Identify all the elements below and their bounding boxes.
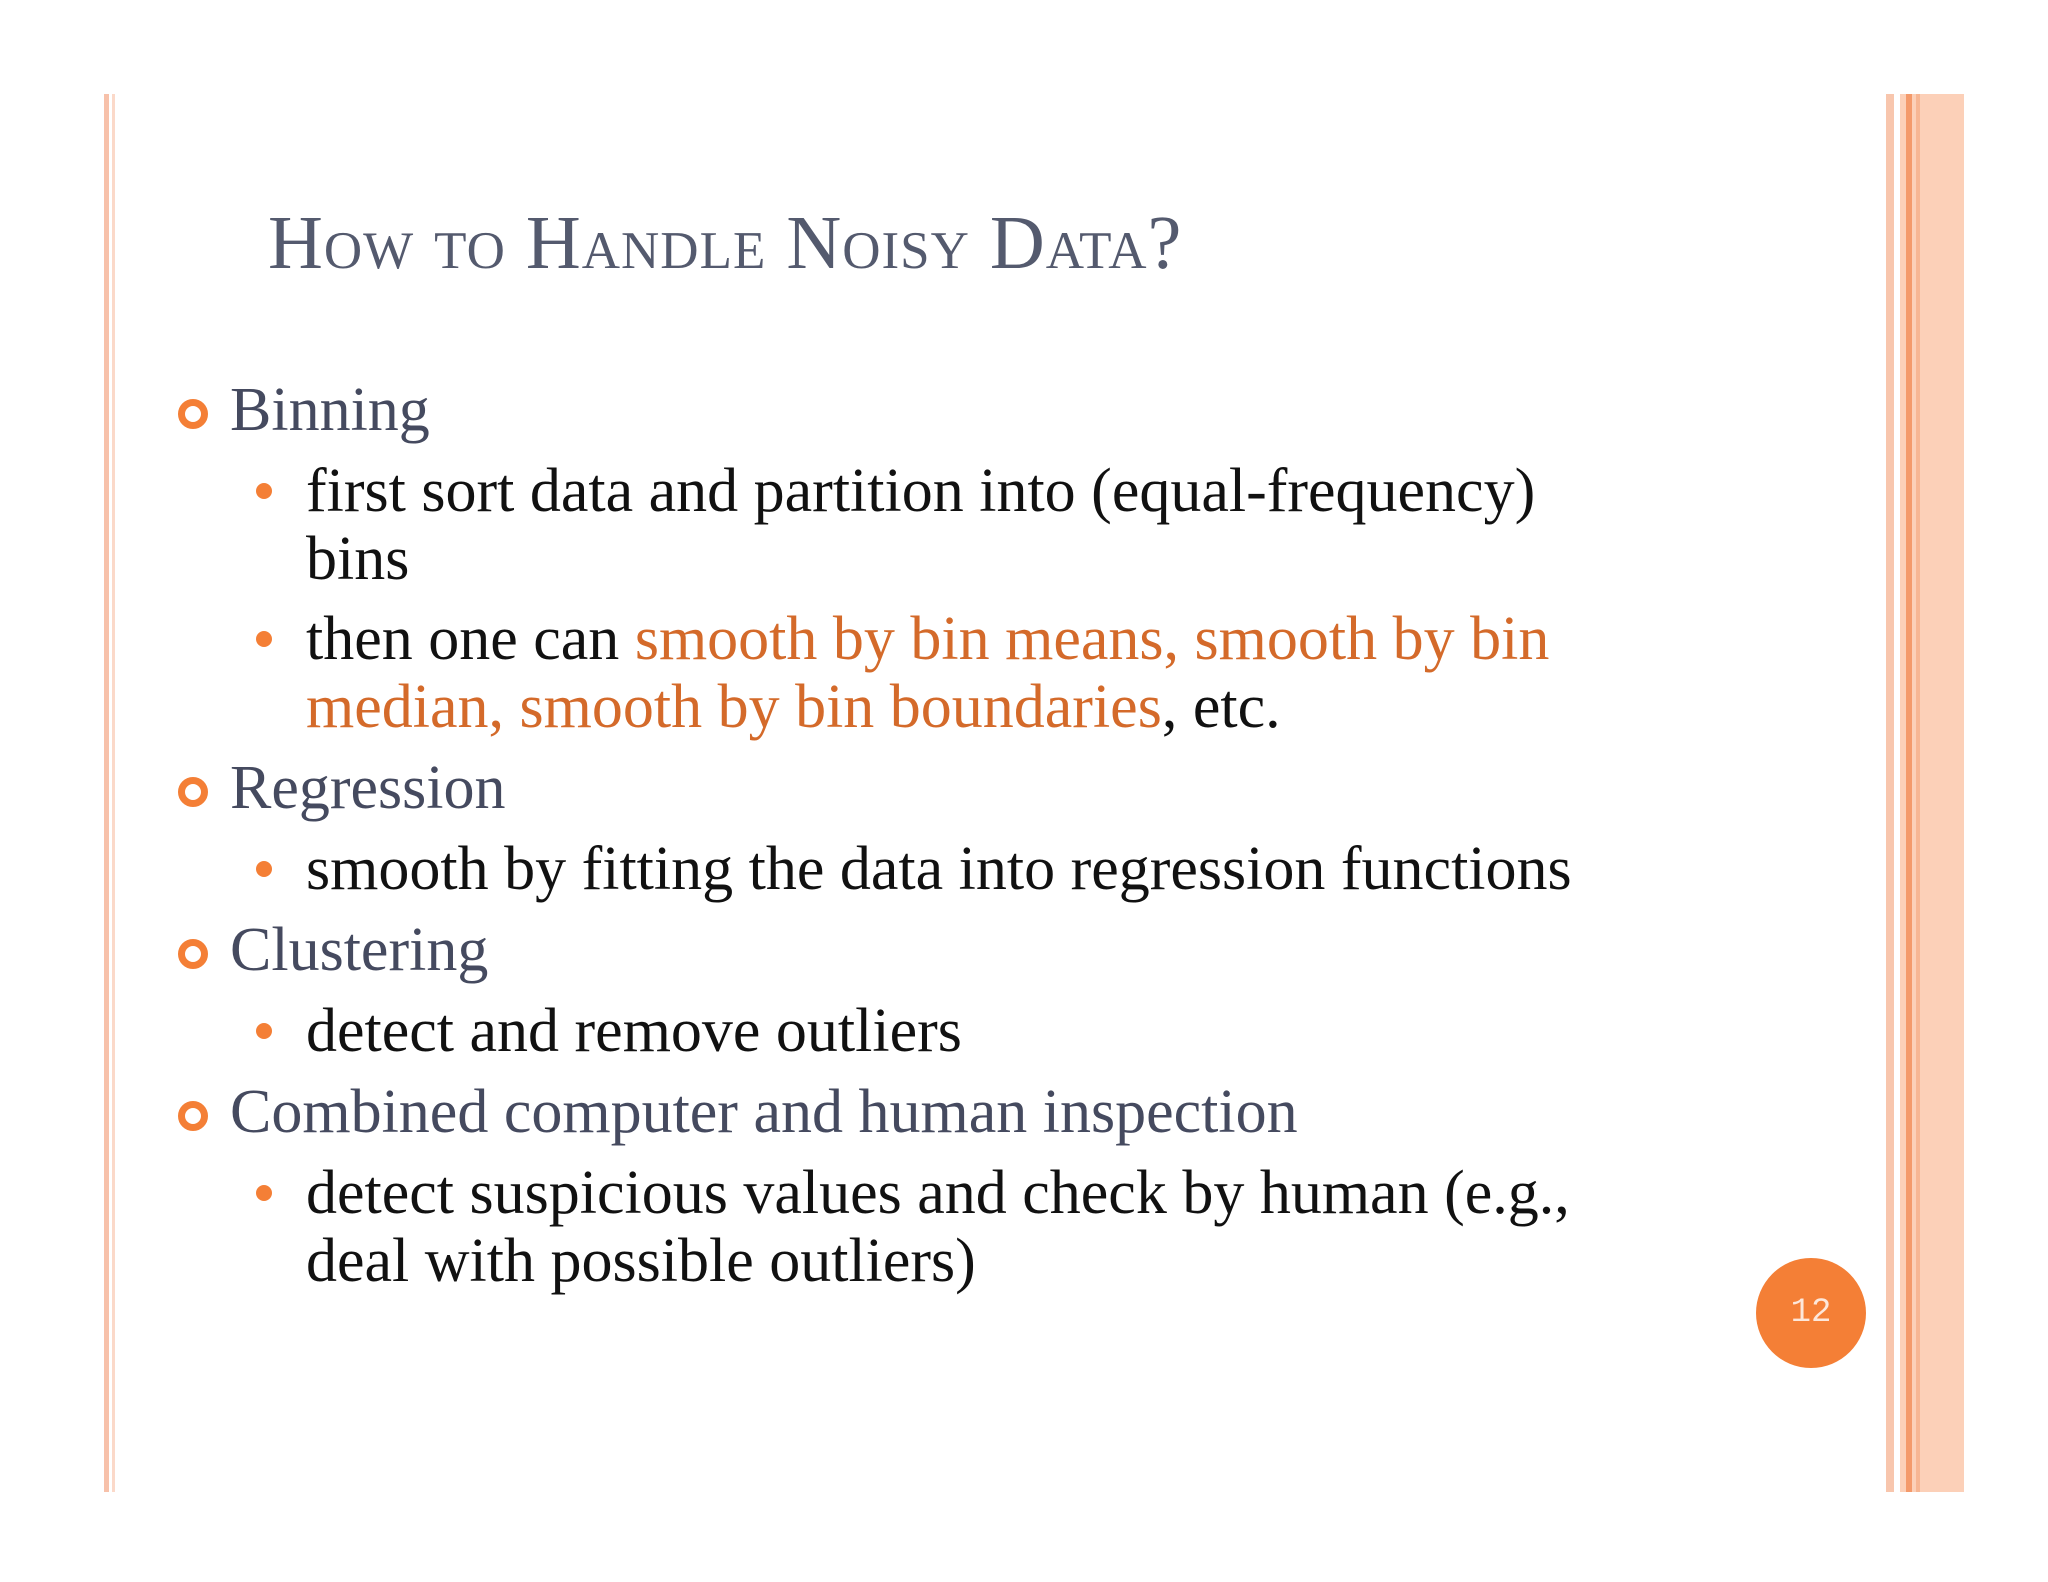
bullet-combined-inspection — [170, 1077, 1810, 1147]
left-border-line-inner — [112, 94, 115, 1492]
right-border-accent-line — [1906, 94, 1912, 1492]
text-run: detect suspicious values and check by human (e.g., — [306, 1159, 1570, 1227]
ring-bullet-icon — [178, 777, 208, 807]
ring-bullet-icon — [178, 1101, 208, 1131]
bullet-regression — [170, 753, 1810, 823]
bullet-label: Regression — [230, 754, 506, 822]
bullet-label: Combined computer and human inspection — [230, 1078, 1298, 1146]
page-number-badge: 12 — [1756, 1258, 1866, 1368]
text-line — [306, 1159, 1810, 1227]
bullet-label: Binning — [230, 376, 430, 444]
text-run: detect and remove outliers — [306, 997, 962, 1065]
bullet-binning — [170, 375, 1810, 445]
text-line — [306, 835, 1810, 903]
text-run: first sort data and partition into (equal-frequency) — [306, 457, 1536, 525]
dot-bullet-icon — [256, 861, 272, 877]
text-line — [306, 1227, 1810, 1295]
left-border-line — [104, 94, 109, 1492]
dot-bullet-icon — [256, 631, 272, 647]
dot-bullet-icon — [256, 1185, 272, 1201]
text-line — [306, 997, 1810, 1065]
bullet-clustering — [170, 915, 1810, 985]
ring-bullet-icon — [178, 939, 208, 969]
ring-bullet-icon — [178, 399, 208, 429]
text-run: bins — [306, 525, 410, 593]
bullet-label: Clustering — [230, 916, 489, 984]
slide-body — [170, 375, 1810, 1307]
sub-bullet — [170, 835, 1810, 903]
text-line — [306, 605, 1810, 673]
right-border-thin-line — [1916, 94, 1920, 1492]
text-run: deal with possible outliers) — [306, 1227, 976, 1295]
highlighted-text-run: smooth by bin means, smooth by bin — [634, 605, 1550, 673]
right-border-line — [1886, 94, 1894, 1492]
text-line — [306, 457, 1810, 525]
dot-bullet-icon — [256, 483, 272, 499]
sub-bullet — [170, 457, 1810, 593]
text-line — [306, 525, 1810, 593]
sub-bullet — [170, 997, 1810, 1065]
sub-bullet — [170, 605, 1810, 741]
text-run: smooth by fitting the data into regression functions — [306, 835, 1572, 903]
dot-bullet-icon — [256, 1023, 272, 1039]
text-run: , etc. — [1161, 673, 1281, 741]
text-line — [306, 673, 1810, 741]
sub-bullet — [170, 1159, 1810, 1295]
slide-title: How to Handle Noisy Data? — [268, 201, 1183, 285]
highlighted-text-run: median, smooth by bin boundaries — [306, 673, 1162, 741]
text-run: then one can — [306, 605, 635, 673]
